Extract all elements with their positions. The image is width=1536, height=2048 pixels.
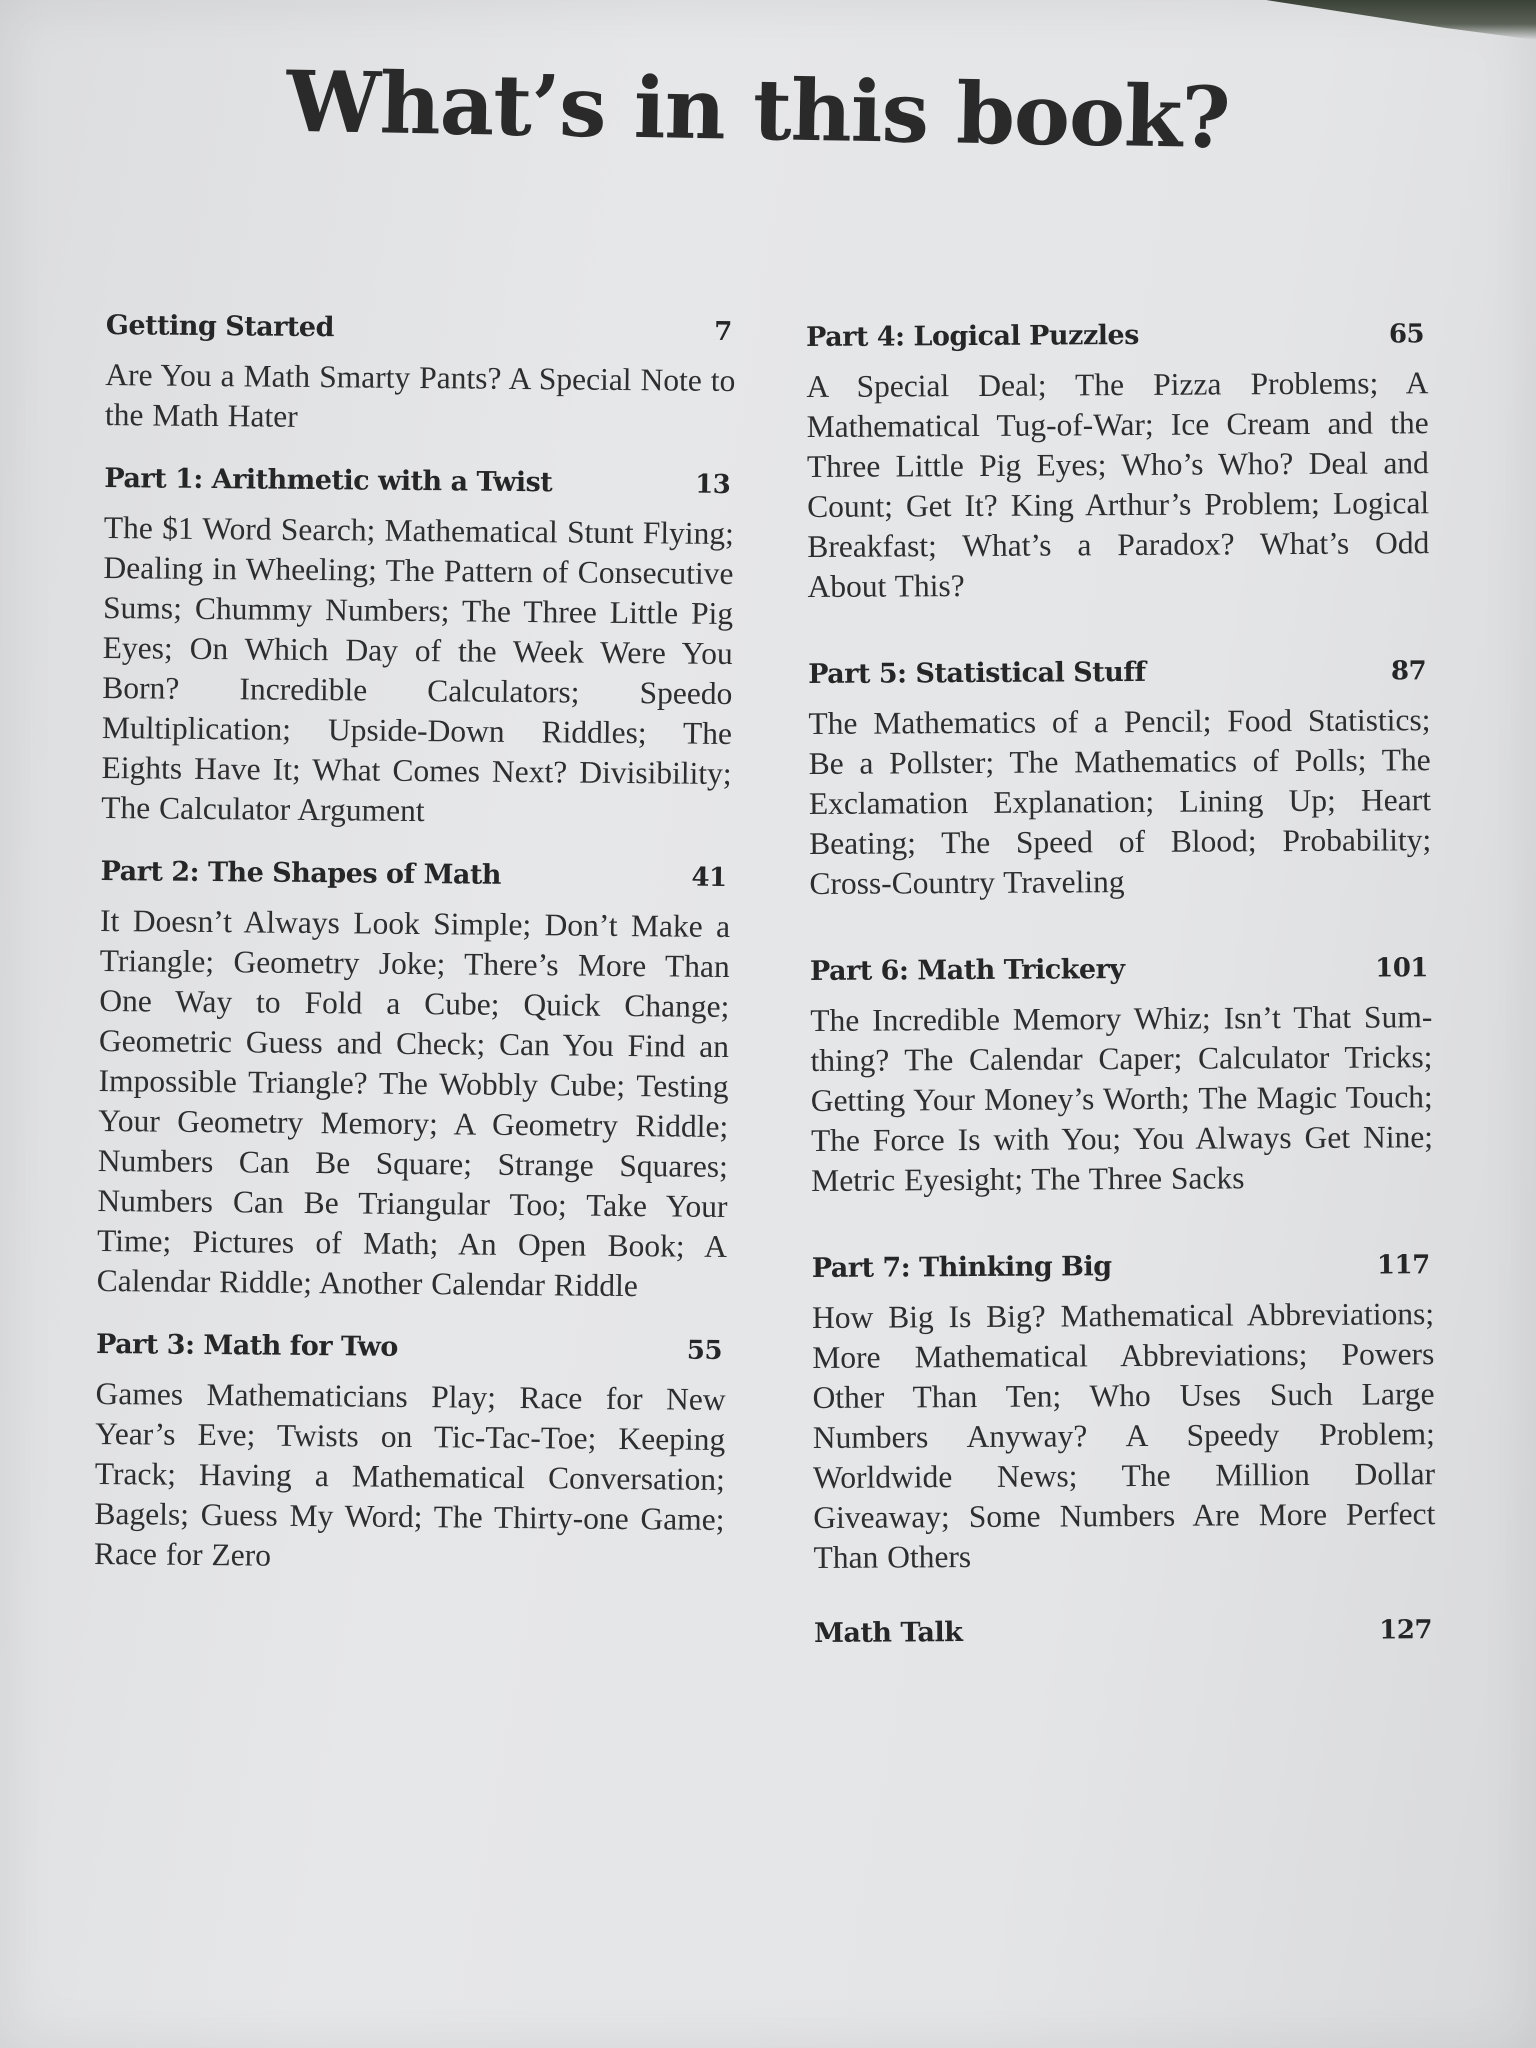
toc-entry-header [104,463,734,500]
toc-entry-page-number: 65 [1388,319,1425,350]
toc-entry-contents: How Big Is Big? Mathematical Abbreviations; More Mathematical Abbreviations; Powers Other Than Ten; Who Uses Such Large Numbers Anyway? A Speedy Problem; Worldwide News; The Million Dollar Giveaway; Some Numbers Are More Perfect Than Others [811,1296,1436,1575]
toc-entry-page-number: 101 [1375,953,1429,984]
toc-entry-heading: Part 6: Math Trickery [809,954,1125,987]
toc-entry-page-number: 87 [1390,656,1427,687]
toc-entry-page-number: 13 [695,469,731,501]
toc-entry-header [812,1249,1434,1284]
page-title: What’s in this book? [285,51,1231,168]
toc-entry-heading: Part 2: The Shapes of Math [100,855,502,891]
toc-entry-part-1 [101,463,734,834]
toc-entry-contents: The Incredible Memory Whiz; Isn’t That Sum-thing? The Calendar Caper; Calculator Tricks; Getting Your Money’s Worth; The Magic Touch; The Force Is with You; You Always Get Nine; Metric Eyesight; The Three Sacks [810,999,1434,1198]
toc-entry-heading: Part 3: Math for Two [95,1328,399,1363]
toc-entry-contents: The $1 Word Search; Mathematical Stunt Flying; Dealing in Wheeling; The Pattern of Consecutive Sums; Chummy Numbers; The Three Little Pig Eyes; On Which Day of the Week Were You Born? Incredible Calculators; Speedo Multiplication; Upside-Down Riddles; The Eights Have It; What Comes Next? Divisibility; The Calculator Argument [101,509,735,829]
toc-entry-page-number: 41 [691,862,727,893]
toc-entry-heading: Math Talk [813,1617,963,1649]
toc-entry-page-number: 117 [1376,1250,1430,1281]
toc-left-column [94,310,736,1608]
toc-entry-heading: Part 1: Arithmetic with a Twist [104,462,553,499]
toc-entry-page-number: 7 [714,316,732,348]
toc-entry-getting-started [105,310,736,441]
toc-entry-contents: The Mathematics of a Pencil; Food Statistics; Be a Pollster; The Mathematics of Polls; The Exclamation Explanation; Lining Up; Heart Beating; The Speed of Blood; Probability; Cross-Country Traveling [808,702,1432,901]
toc-entry-part-3 [94,1329,726,1580]
toc-entry-heading: Part 7: Thinking Big [811,1251,1112,1284]
toc-entry-math-talk [814,1614,1436,1649]
toc-entry-part-4 [806,318,1430,607]
toc-entry-header [106,310,736,347]
toc-entry-header [96,1329,726,1366]
toc-entry-page-number: 55 [686,1335,723,1366]
toc-entry-part-7 [812,1249,1436,1578]
background-corner [1236,0,1536,40]
toc-entry-header [814,1614,1436,1649]
toc-entry-header [810,952,1432,987]
toc-entry-contents: Games Mathematicians Play; Race for New Year’s Eve; Twists on Tic-Tac-Toe; Keeping Track; Having a Mathematical Conversation; Bagels; Guess My Word; The Thirty-one Game; Race for Zero [93,1375,726,1573]
toc-entry-contents: A Special Deal; The Pizza Problems; A Mathematical Tug-of-War; Ice Cream and the Three Little Pig Eyes; Who’s Who? Deal and Count; Get It? King Arthur’s Problem; Logical Breakfast; What’s a Paradox? What’s Odd About This? [806,365,1430,604]
toc-entry-header [808,655,1430,690]
toc-right-column [806,318,1436,1701]
toc-entry-contents: It Doesn’t Always Look Simple; Don’t Make a Triangle; Geometry Joke; There’s More Than One Way to Fold a Cube; Quick Change; Geometric Guess and Check; Can You Find an Impossible Triangle? The Wobbly Cube; Testing Your Geometry Memory; A Geometry Riddle; Numbers Can Be Square; Strange Squares; Numbers Can Be Triangular Too; Take Your Time; Pictures of Math; An Open Book; A Calendar Riddle; Another Calendar Riddle [96,902,731,1304]
toc-entry-page-number: 127 [1379,1615,1433,1646]
toc-entry-header [806,318,1428,353]
toc-entry-part-2 [96,856,730,1307]
toc-entry-header [100,856,730,893]
toc-entry-heading: Part 5: Statistical Stuff [808,656,1146,690]
toc-entry-heading: Part 4: Logical Puzzles [806,319,1139,353]
toc-entry-heading: Getting Started [105,310,335,344]
toc-entry-part-6 [810,952,1433,1201]
toc-entry-part-5 [808,655,1431,904]
toc-entry-contents: Are You a Math Smarty Pants? A Special Note to the Math Hater [104,356,736,434]
